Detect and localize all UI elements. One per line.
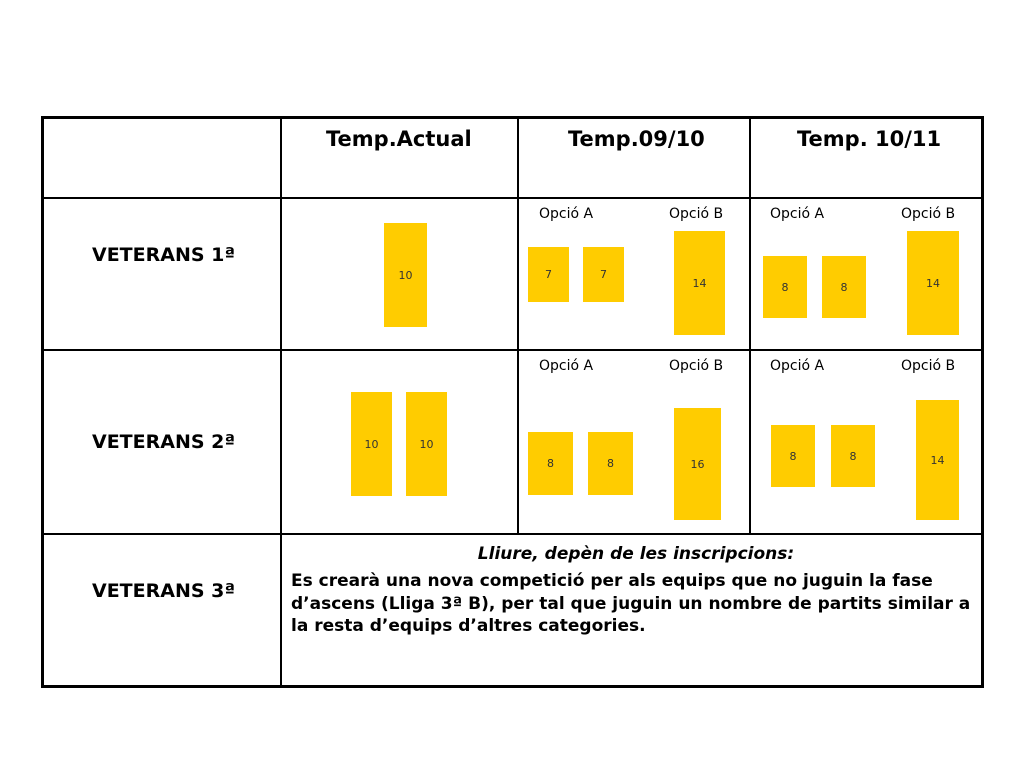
team-count-box: 7 <box>583 247 624 302</box>
header-temp-0910: Temp.09/10 <box>568 127 705 151</box>
team-count-box: 8 <box>528 432 573 495</box>
row-divider-1 <box>41 197 984 199</box>
row-divider-3 <box>41 533 984 535</box>
option-b-label: Opció B <box>669 206 724 222</box>
team-count-box: 10 <box>351 392 392 496</box>
col-divider-3 <box>749 116 751 535</box>
team-count-box: 14 <box>916 400 959 520</box>
team-count-box: 7 <box>528 247 569 302</box>
option-a-label: Opció A <box>539 358 594 374</box>
table-border-right <box>981 116 984 688</box>
team-count-box: 10 <box>406 392 447 496</box>
option-b-label: Opció B <box>669 358 724 374</box>
team-count-box: 8 <box>822 256 866 318</box>
note-title: Lliure, depèn de les inscripcions: <box>477 544 795 564</box>
team-count-box: 16 <box>674 408 721 520</box>
table-border-bottom <box>41 685 984 688</box>
team-count-box: 14 <box>674 231 725 335</box>
team-count-box: 8 <box>588 432 633 495</box>
option-b-label: Opció B <box>901 358 956 374</box>
header-temp-1011: Temp. 10/11 <box>797 127 942 151</box>
header-temp-actual: Temp.Actual <box>326 127 472 151</box>
table-border-left <box>41 116 44 688</box>
col-divider-2 <box>517 116 519 535</box>
row-label-veterans-3: VETERANS 3ª <box>92 580 236 602</box>
col-divider-1 <box>280 116 282 688</box>
option-a-label: Opció A <box>539 206 594 222</box>
table-border-top <box>41 116 984 119</box>
team-count-box: 8 <box>831 425 875 487</box>
team-count-box: 14 <box>907 231 959 335</box>
team-count-box: 8 <box>771 425 815 487</box>
row-label-veterans-2: VETERANS 2ª <box>92 431 236 453</box>
note-body: Es crearà una nova competició per als equips que no juguin la fase d’ascens (Lliga 3ª B), per tal que juguin un nombre de partits similar a la resta d’equips d’altres categories. <box>291 571 971 636</box>
option-a-label: Opció A <box>770 358 825 374</box>
row-label-veterans-1: VETERANS 1ª <box>92 244 236 266</box>
team-count-box: 8 <box>763 256 807 318</box>
row-divider-2 <box>41 349 984 351</box>
option-a-label: Opció A <box>770 206 825 222</box>
team-count-box: 10 <box>384 223 427 327</box>
option-b-label: Opció B <box>901 206 956 222</box>
